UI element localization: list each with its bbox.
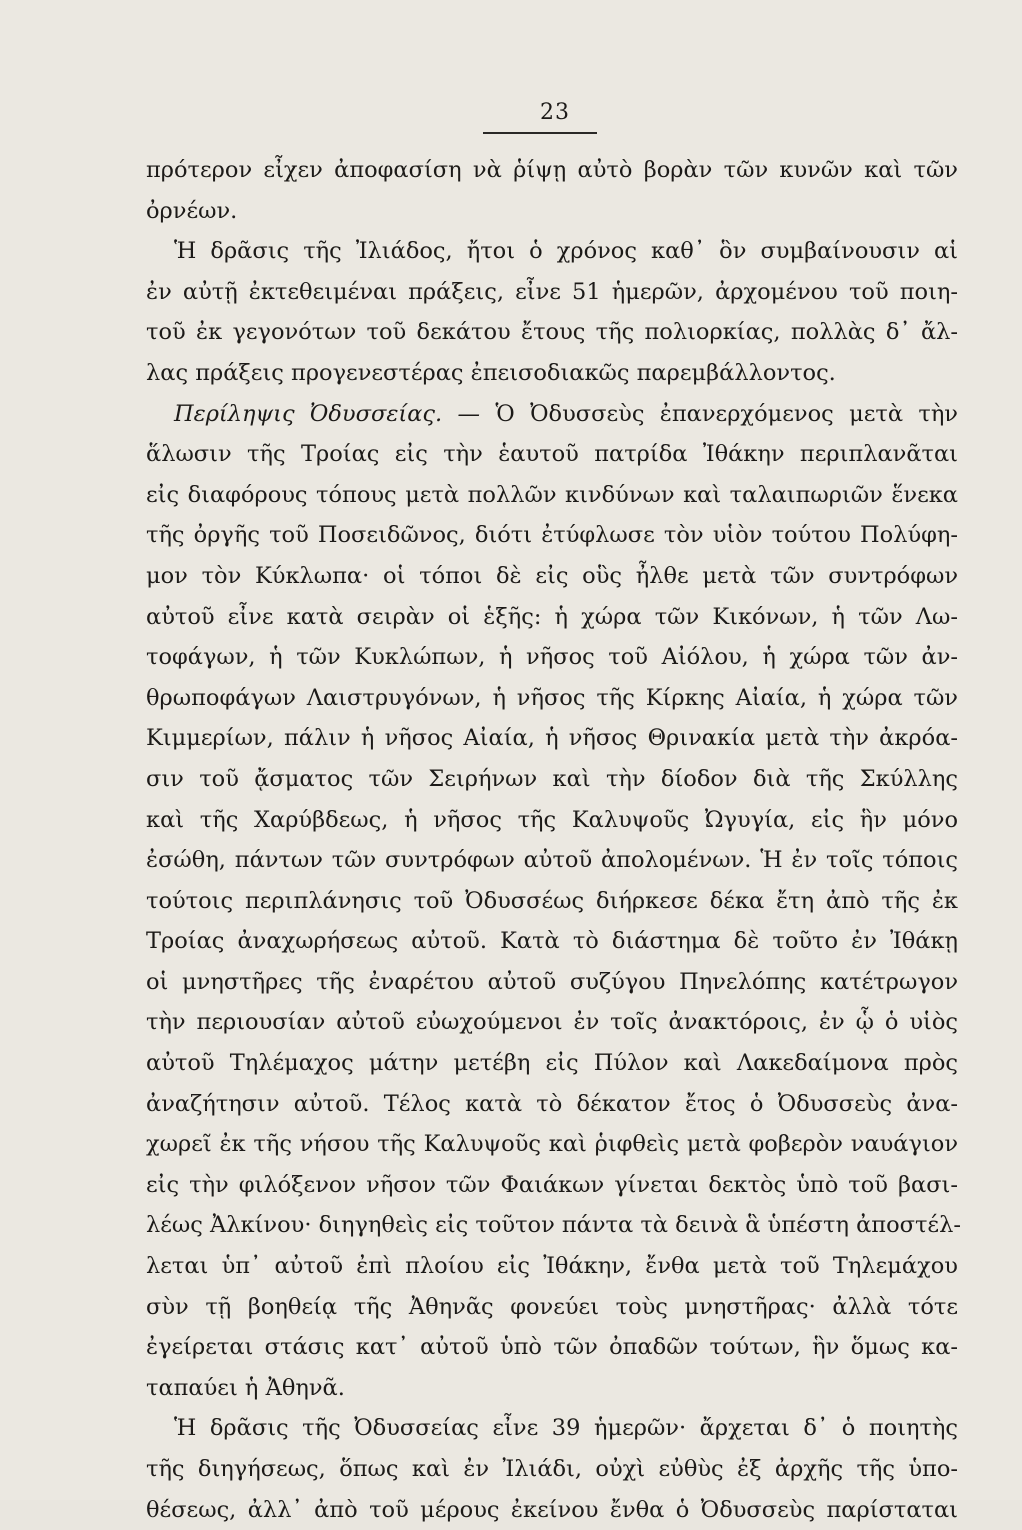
body-text [146,150,961,1530]
text-line: θέσεως, ἀλλ᾽ ἀπὸ τοῦ μέρους ἐκείνου ἔνθα ὁ Ὀδυσσεὺς παρίσταται [146,1496,958,1523]
text-line: τοῦ ἐκ γεγονότων τοῦ δεκάτου ἔτους τῆς πολιορκίας, πολλὰς δ᾽ ἄλ- [146,319,958,346]
text-line: Ἡ δρᾶσις τῆς Ὀδυσσείας εἶνε 39 ἡμερῶν· ἄρχεται δ᾽ ὁ ποιητὴς [174,1415,958,1442]
text-line: εἰς τὴν φιλόξενον νῆσον τῶν Φαιάκων γίνεται δεκτὸς ὑπὸ τοῦ βασι- [146,1171,958,1198]
text-line: θρωποφάγων Λαιστρυγόνων, ἡ νῆσος τῆς Κίρκης Αἰαία, ἡ χώρα τῶν [146,684,958,711]
text-line: τὴν περιουσίαν αὐτοῦ εὐωχούμενοι ἐν τοῖς ἀνακτόροις, ἐν ᾧ ὁ υἱὸς [146,1009,958,1036]
text-line: σιν τοῦ ᾄσματος τῶν Σειρήνων καὶ τὴν δίοδον διὰ τῆς Σκύλλης [146,765,958,792]
text-line: οἱ μνηστῆρες τῆς ἐναρέτου αὐτοῦ συζύγου Πηνελόπης κατέτρωγον [146,968,958,995]
text-line: τούτοις περιπλάνησις τοῦ Ὀδυσσέως διήρκεσε δέκα ἔτη ἀπὸ τῆς ἐκ [146,887,958,914]
text-line: τοφάγων, ἡ τῶν Κυκλώπων, ἡ νῆσος τοῦ Αἰόλου, ἡ χώρα τῶν ἀν- [146,644,958,671]
page-number: 23 [540,100,570,125]
page-number-rule [483,132,597,134]
text-line: σὺν τῇ βοηθείᾳ τῆς Ἀθηνᾶς φονεύει τοὺς μνηστῆρας· ἀλλὰ τότε [146,1293,958,1320]
text-line: ἅλωσιν τῆς Τροίας εἰς τὴν ἑαυτοῦ πατρίδα Ἰθάκην περιπλανᾶται [146,441,958,468]
text-line: ἐσώθη, πάντων τῶν συντρόφων αὐτοῦ ἀπολομένων. Ἡ ἐν τοῖς τόποις [146,847,958,874]
text-line: εἰς διαφόρους τόπους μετὰ πολλῶν κινδύνων καὶ ταλαιπωριῶν ἕνεκα [146,481,958,508]
text-line: ταπαύει ἡ Ἀθηνᾶ. [146,1374,345,1401]
text-line: λέως Ἀλκίνου· διηγηθεὶς εἰς τοῦτον πάντα τὰ δεινὰ ἃ ὑπέστη ἀποστέλ- [146,1212,961,1239]
text-line: Κιμμερίων, πάλιν ἡ νῆσος Αἰαία, ἡ νῆσος Θρινακία μετὰ τὴν ἀκρόα- [146,725,958,752]
text-line: πρότερον εἶχεν ἀποφασίση νὰ ῥίψῃ αὐτὸ βορὰν τῶν κυνῶν καὶ τῶν [146,157,958,183]
text-line: λεται ὑπ᾽ αὐτοῦ ἐπὶ πλοίου εἰς Ἰθάκην, ἔνθα μετὰ τοῦ Τηλεμάχου [146,1253,958,1280]
text-line: Τροίας ἀναχωρήσεως αὐτοῦ. Κατὰ τὸ διάστημα δὲ τοῦτο ἐν Ἰθάκῃ [146,928,958,955]
text-line: Ἡ δρᾶσις τῆς Ἰλιάδος, ἤτοι ὁ χρόνος καθ᾽ ὃν συμβαίνουσιν αἱ [174,238,958,265]
text-line: ἐγείρεται στάσις κατ᾽ αὐτοῦ ὑπὸ τῶν ὀπαδῶν τούτων, ἣν ὅμως κα- [146,1334,958,1361]
text-line: αὐτοῦ εἶνε κατὰ σειρὰν οἱ ἑξῆς: ἡ χώρα τῶν Κικόνων, ἡ τῶν Λω- [146,603,958,630]
text-line: ἀναζήτησιν αὐτοῦ. Τέλος κατὰ τὸ δέκατον ἔτος ὁ Ὀδυσσεὺς ἀνα- [146,1090,958,1117]
text-line: τῆς ὀργῆς τοῦ Ποσειδῶνος, διότι ἐτύφλωσε τὸν υἱὸν τούτου Πολύφη- [146,522,958,549]
text-line: αὐτοῦ Τηλέμαχος μάτην μετέβη εἰς Πύλον καὶ Λακεδαίμονα πρὸς [146,1050,958,1077]
text-line: μον τὸν Κύκλωπα· οἱ τόποι δὲ εἰς οὓς ἦλθε μετὰ τῶν συντρόφων [146,562,958,589]
text-line-rest: Ὁ Ὀδυσσεὺς ἐπανερχόμενος μετὰ τὴν [495,400,958,427]
text-line: χωρεῖ ἐκ τῆς νήσου τῆς Καλυψοῦς καὶ ῥιφθεὶς μετὰ φοβερὸν ναυάγιον [146,1131,958,1158]
text-line [146,394,958,435]
text-line: ὀρνέων. [146,197,238,224]
text-line: καὶ τῆς Χαρύβδεως, ἡ νῆσος τῆς Καλυψοῦς Ὠγυγία, εἰς ἣν μόνο [146,806,958,833]
section-subheading: Περίληψις Ὀδυσσείας. — [174,400,481,427]
text-line: ἐν αὐτῇ ἐκτεθειμέναι πράξεις, εἶνε 51 ἡμερῶν, ἀρχομένου τοῦ ποιη- [146,278,958,305]
text-line: λας πράξεις προγενεστέρας ἐπεισοδιακῶς παρεμβάλλοντος. [146,359,836,386]
text-line: τῆς διηγήσεως, ὅπως καὶ ἐν Ἰλιάδι, οὐχὶ εὐθὺς ἐξ ἀρχῆς τῆς ὑπο- [146,1456,958,1482]
